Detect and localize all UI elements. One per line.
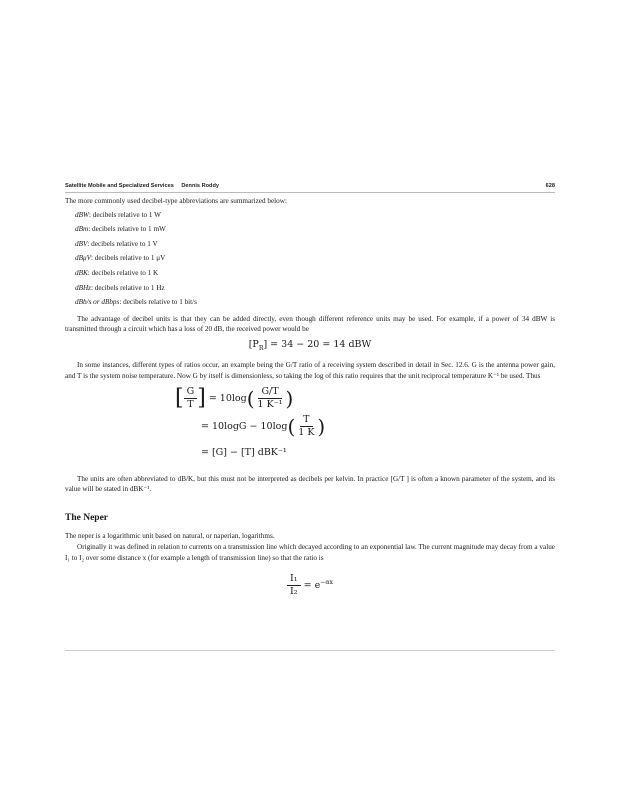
list-item: dBHz: decibels relative to 1 Hz	[75, 283, 165, 292]
page-number: 628	[545, 183, 555, 189]
footer-rule	[65, 650, 555, 651]
equation-line-1: [ $\frac{G}{T}$ ] = 10log( $\frac{G/T}{\text{1 K⁻¹}}$ )	[175, 385, 294, 411]
neper-paragraph-2: Originally it was defined in relation to currents on a transmission line which decayed according to an exponential law. The current magnitude may decay from a value I₁ to I₂ over some distance x (for example a length of transmission line) so that the ratio is	[65, 542, 555, 562]
equation-line-2: = 10logG − 10log( $\frac{T}{1 K}$ )	[201, 413, 326, 439]
header-rule	[65, 192, 555, 193]
list-item: dBK: decibels relative to 1 K	[75, 268, 159, 277]
running-header	[65, 183, 555, 189]
list-item: dBV: decibels relative to 1 V	[75, 239, 158, 248]
section-title: The Neper	[65, 512, 109, 523]
ratios-paragraph: In some instances, different types of ratios occur, an example being the G/T ratio of a receiving system described in detail in Sec. 12.6. G is the antenna power gain, and T is the system noise temperature. Now G by itself is dimensionless, so taking the log of this ratio requires that the unit reciprocal temperature K⁻¹ be used. Thus	[65, 361, 555, 381]
page-body	[65, 196, 555, 604]
list-item: dBm: decibels relative to 1 mW	[75, 225, 166, 234]
book-title: Satellite Mobile and Specialized Services	[65, 183, 174, 189]
intro-paragraph: The more commonly used decibel-type abbreviations are summarized below:	[65, 197, 287, 205]
list-item: dBμV: decibels relative to 1 μV	[75, 254, 166, 263]
list-item: dBW: decibels relative to 1 W	[75, 210, 161, 219]
units-paragraph: The units are often abbreviated to dB/K, but this must not be interpreted as decibels per kelvin. In practice [G/T ] is often a known parameter of the system, and its value will be stated in dBK⁻¹.	[65, 474, 555, 494]
advantage-paragraph: The advantage of decibel units is that they can be added directly, even though different reference units may be used. For example, if a power of 34 dBW is transmitted through a circuit which has a loss of 20 dB, the received power would be	[65, 314, 555, 334]
equation-gt	[65, 386, 555, 464]
neper-paragraph-1: The neper is a logarithmic unit based on natural, or naperian, logarithms.	[65, 532, 275, 541]
equation-received-power: $[P_R] = 34 - 20 = 14$ dBW	[248, 338, 372, 352]
equation-neper: $\frac{\text{I₁}}{\text{I₂}}$ = $e^{-\alpha x}$	[65, 573, 555, 598]
abbreviation-list	[65, 210, 555, 308]
equation-line-3: = [G] − [T] dBK⁻¹	[201, 446, 287, 458]
list-item: dBb/s or dBbps: decibels relative to 1 bit/s	[75, 298, 197, 307]
author-name: Dennis Roddy	[181, 183, 219, 189]
